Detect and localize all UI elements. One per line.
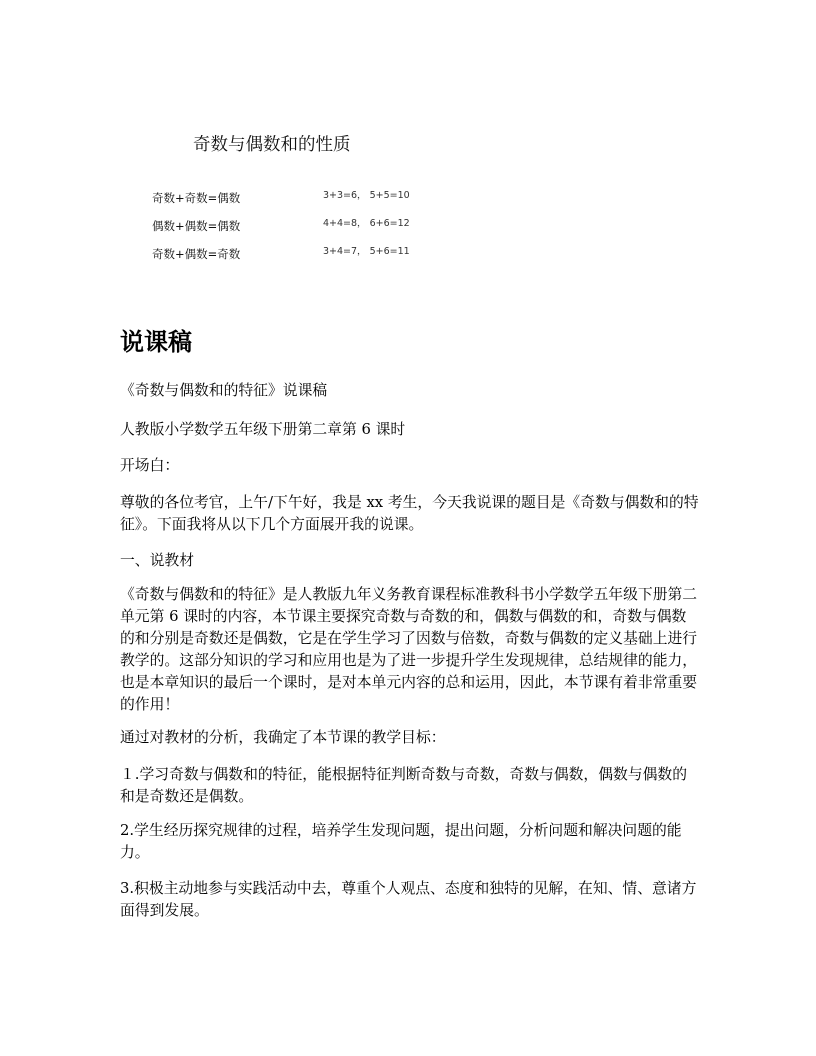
rule-row (152, 246, 572, 266)
objectives-intro: 通过对教材的分析，我确定了本节课的教学目标： (120, 729, 446, 746)
rule-text: 偶数+偶数=偶数 (152, 219, 241, 233)
objective-item: 2.学生经历探究规律的过程，培养学生发现问题，提出问题，分析问题和解决问题的能力。 (120, 822, 682, 861)
rule-example: 3+4=7， 5+6=11 (323, 246, 410, 257)
lesson-title: 《奇数与偶数和的特征》说课稿 (120, 382, 328, 399)
lesson-source: 人教版小学数学五年级下册第二章第 6 课时 (120, 421, 406, 438)
section-heading: 一、说教材 (120, 552, 194, 569)
rule-example: 4+4=8， 6+6=12 (323, 218, 410, 229)
objective-item: １.学习奇数与偶数和的特征，能根据特征判断奇数与奇数，奇数与偶数，偶数与偶数的和是奇数还是偶数。 (120, 766, 687, 805)
textbook-paragraph: 《奇数与偶数和的特征》是人教版九年义务教育课程标准教科书小学数学五年级下册第二单元第 6 课时的内容，本节课主要探究奇数与奇数的和，偶数与偶数的和，奇数与偶数的和分别是奇数还是偶数，它是在学生学习了因数与倍数，奇数与偶数的定义基础上进行教学的。这部分知识的学习和应用也是为了进一步提升学生发现规律，总结规律的能力，也是本章知识的最后一个课时，是对本单元内容的总和运用，因此，本节课有着非常重要的作用！ (120, 586, 698, 713)
rule-row (152, 190, 572, 210)
rule-text: 奇数+偶数=奇数 (152, 247, 241, 261)
rule-text: 奇数+奇数=偶数 (152, 191, 241, 205)
document-heading: 说课稿 (120, 328, 192, 356)
figure-title: 奇数与偶数和的性质 (193, 135, 351, 155)
opening-paragraph: 尊敬的各位考官，上午/下午好，我是 xx 考生，今天我说课的题目是《奇数与偶数和的特征》。下面我将从以下几个方面展开我的说课。 (120, 494, 699, 533)
objective-item: 3.积极主动地参与实践活动中去，尊重个人观点、态度和独特的见解，在知、情、意诸方面得到发展。 (120, 880, 697, 919)
opening-label: 开场白： (120, 457, 180, 474)
rule-example: 3+3=6， 5+5=10 (323, 190, 410, 201)
rule-row (152, 218, 572, 238)
